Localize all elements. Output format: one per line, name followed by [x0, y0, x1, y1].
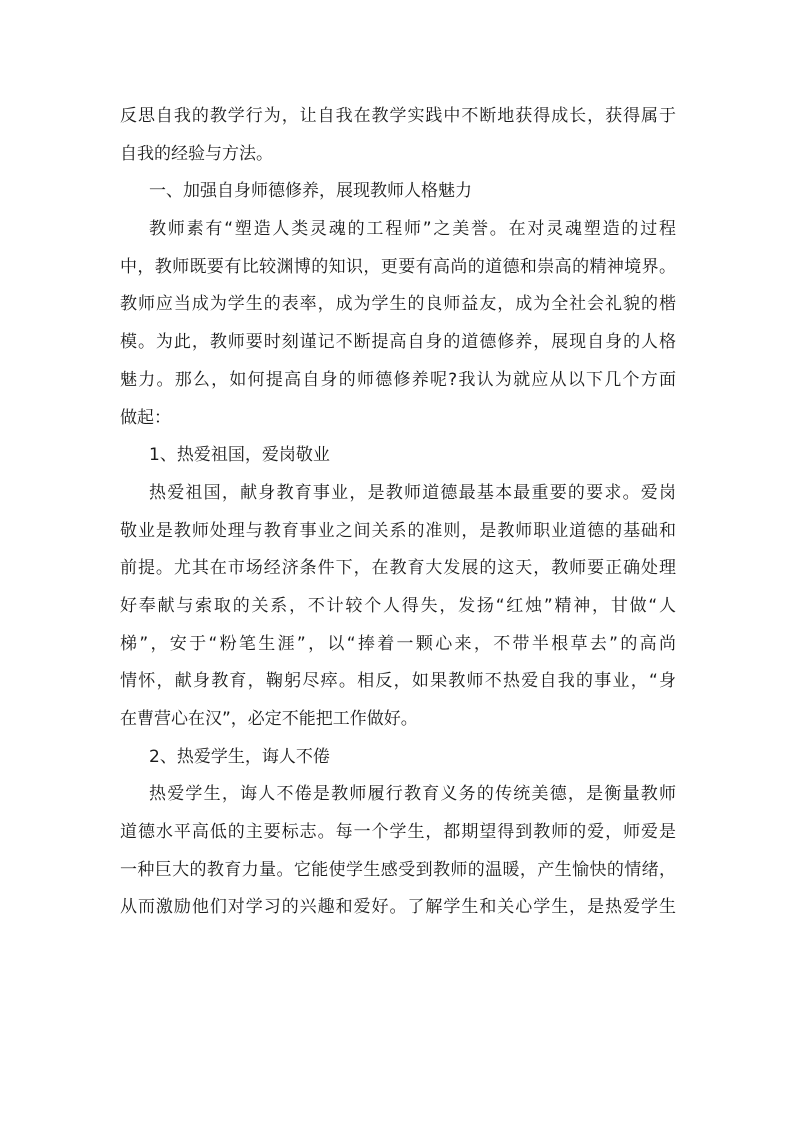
paragraph-line: 教师素有“塑造人类灵魂的工程师”之美誉。在对灵魂塑造的过程 [149, 219, 676, 240]
paragraph-line: 情怀，献身教育，鞠躬尽瘁。相反，如果教师不热爱自我的事业，“身 [120, 671, 676, 692]
paragraph-line: 梯”，安于“粉笔生涯”，以“捧着一颗心来，不带半根草去”的高尚 [120, 633, 676, 654]
paragraph-line: 中，教师既要有比较渊博的知识，更要有高尚的道德和崇高的精神境界。 [120, 256, 676, 277]
paragraph-line: 教师应当成为学生的表率，成为学生的良师益友，成为全社会礼貌的楷 [120, 294, 676, 315]
paragraph-line: 一种巨大的教育力量。它能使学生感受到教师的温暖，产生愉快的情绪， [120, 859, 676, 880]
section-heading: 2、热爱学生，诲人不倦 [149, 746, 330, 767]
paragraph-line: 从而激励他们对学习的兴趣和爱好。了解学生和关心学生，是热爱学生 [120, 897, 676, 918]
paragraph-line: 好奉献与索取的关系，不计较个人得失，发扬“红烛”精神，甘做“人 [120, 595, 676, 616]
paragraph-line: 热爱学生，诲人不倦是教师履行教育义务的传统美德，是衡量教师 [149, 784, 676, 805]
paragraph-line: 魅力。那么，如何提高自身的师德修养呢?我认为就应从以下几个方面 [120, 369, 676, 390]
paragraph-line: 做起： [120, 407, 171, 428]
paragraph-line: 热爱祖国，献身教育事业，是教师道德最基本最重要的要求。爱岗 [149, 482, 676, 503]
document-body [120, 98, 676, 927]
paragraph-line: 道德水平高低的主要标志。每一个学生，都期望得到教师的爱，师爱是 [120, 822, 676, 843]
paragraph-line: 在曹营心在汉”，必定不能把工作做好。 [120, 709, 418, 729]
paragraph-line: 模。为此，教师要时刻谨记不断提高自身的道德修养，展现自身的人格 [120, 332, 676, 353]
section-heading: 1、热爱祖国，爱岗敬业 [149, 445, 330, 466]
section-heading: 一、加强自身师德修养，展现教师人格魅力 [149, 181, 472, 202]
paragraph-line: 自我的经验与方法。 [120, 143, 273, 164]
paragraph-line: 反思自我的教学行为，让自我在教学实践中不断地获得成长，获得属于 [120, 106, 676, 126]
paragraph-line: 前提。尤其在市场经济条件下，在教育大发展的这天，教师要正确处理 [120, 558, 676, 579]
paragraph-line: 敬业是教师处理与教育事业之间关系的准则，是教师职业道德的基础和 [120, 520, 676, 541]
